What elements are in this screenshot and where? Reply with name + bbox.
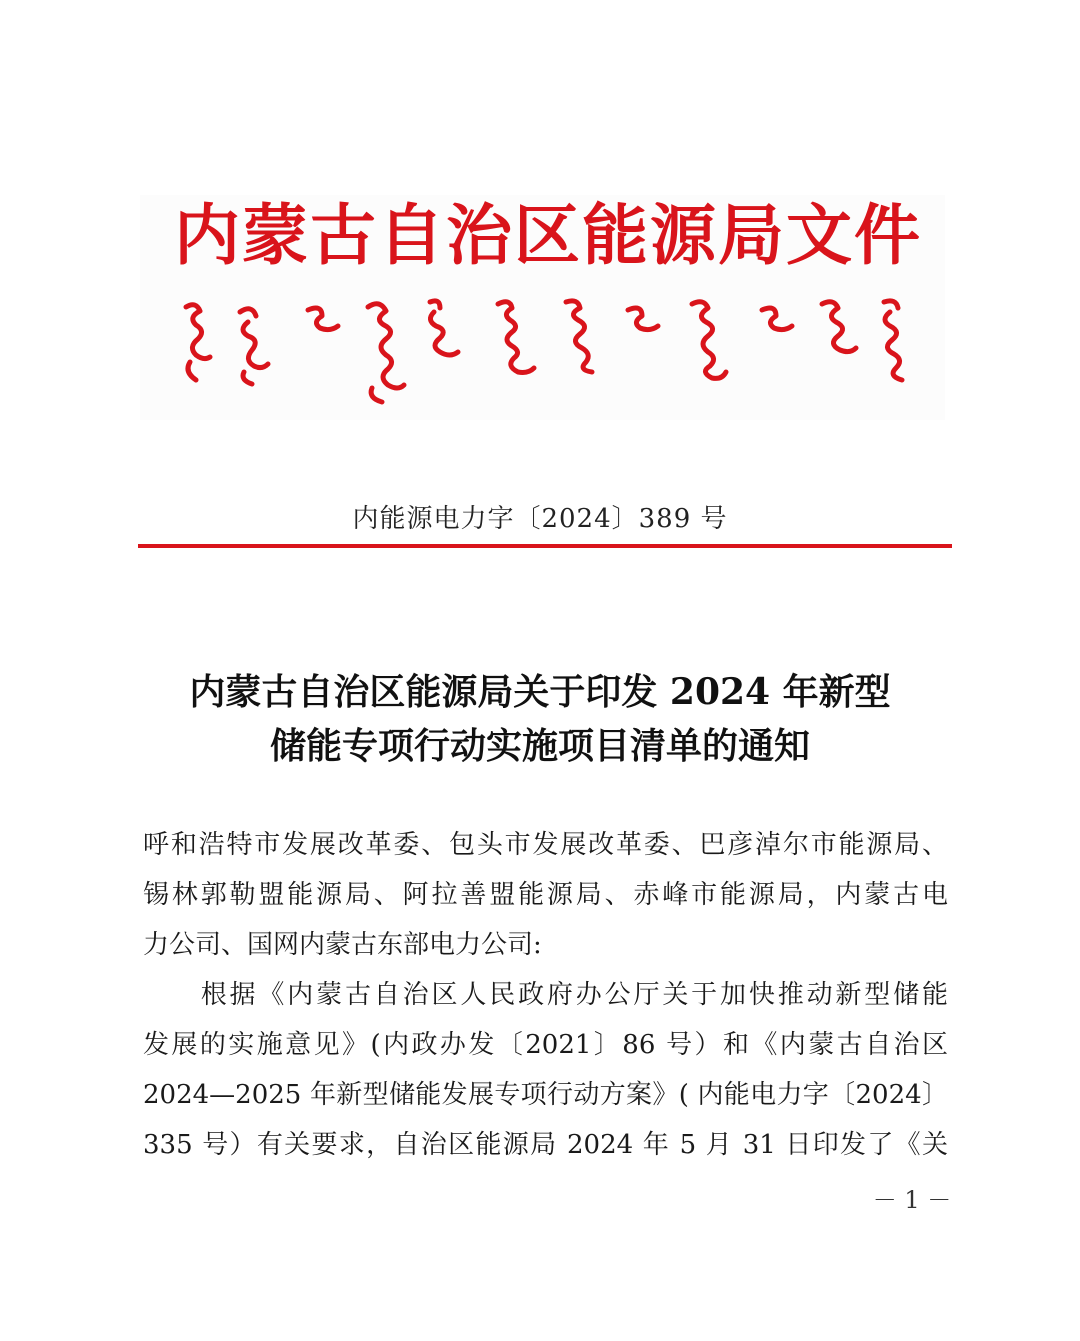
paragraph-line: 发展的实施意见》(内政办发〔2021〕86 号）和《内蒙古自治区 bbox=[143, 1030, 948, 1060]
addressee-line: 锡林郭勒盟能源局、阿拉善盟能源局、赤峰市能源局，内蒙古电 bbox=[143, 880, 948, 910]
notice-title-line-2: 储能专项行动实施项目清单的通知 bbox=[269, 725, 810, 767]
red-divider-line bbox=[138, 544, 952, 548]
page-number: － 1 － bbox=[872, 1186, 952, 1214]
paragraph-line: 2024—2025 年新型储能发展专项行动方案》( 内能电力字〔2024〕 bbox=[143, 1080, 948, 1110]
document-number: 内能源电力字〔2024〕389 号 bbox=[352, 504, 728, 534]
addressee-line: 呼和浩特市发展改革委、包头市发展改革委、巴彦淖尔市能源局、 bbox=[143, 830, 948, 860]
notice-body bbox=[143, 820, 948, 1170]
notice-title-line-1: 内蒙古自治区能源局关于印发 2024 年新型 bbox=[189, 671, 891, 713]
paragraph-line: 根据《内蒙古自治区人民政府办公厅关于加快推动新型储能 bbox=[143, 980, 948, 1010]
paragraph-line: 335 号）有关要求，自治区能源局 2024 年 5 月 31 日印发了《关 bbox=[143, 1130, 948, 1160]
letterhead-title: 内蒙古自治区能源局文件 bbox=[174, 197, 922, 274]
addressee-line: 力公司、国网内蒙古东部电力公司: bbox=[143, 930, 542, 960]
notice-title bbox=[100, 665, 980, 773]
mongolian-script-logo bbox=[168, 292, 928, 407]
